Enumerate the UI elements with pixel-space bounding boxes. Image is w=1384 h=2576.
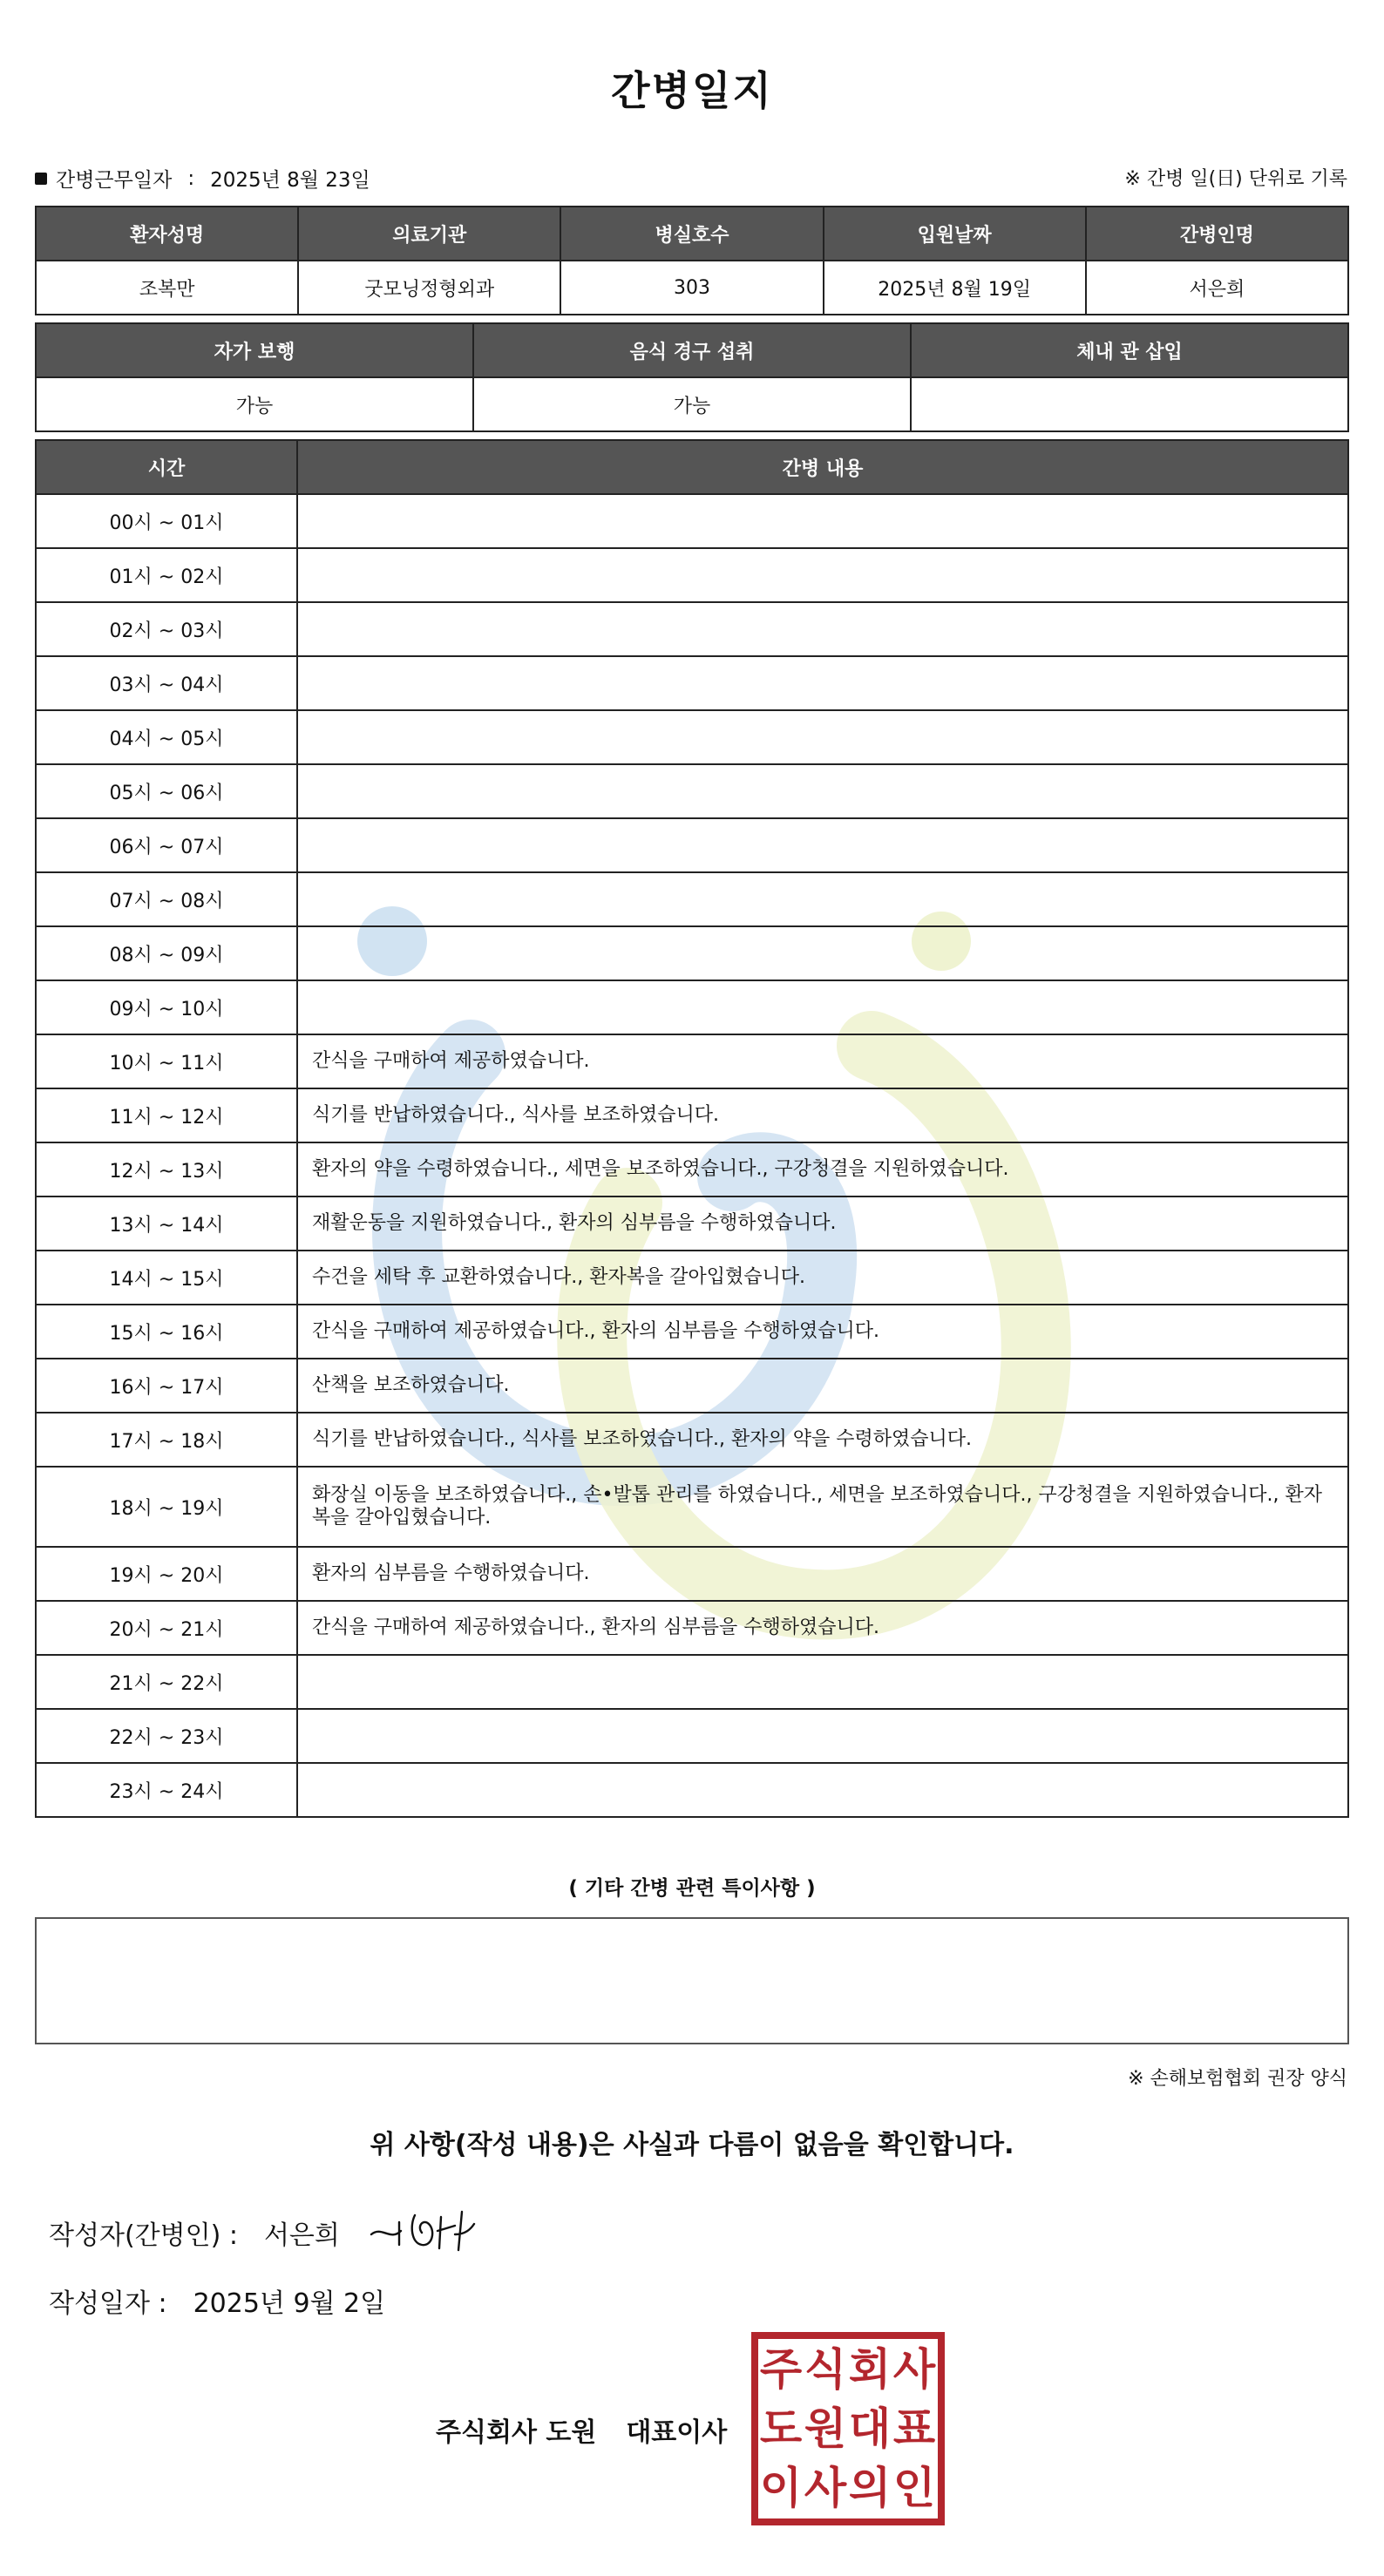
log-time-cell: 21시 ~ 22시 [36, 1655, 297, 1709]
log-time-cell: 10시 ~ 11시 [36, 1034, 297, 1088]
seal-character: 대 [848, 2403, 892, 2454]
log-content-cell: 산책을 보조하였습니다. [297, 1359, 1348, 1413]
log-row [36, 1196, 1348, 1251]
log-content-cell: 간식을 구매하여 제공하였습니다. [297, 1034, 1348, 1088]
header-tube-insertion: 체내 관 삽입 [911, 323, 1348, 377]
patient-info-table [35, 206, 1349, 315]
value-hospital: 굿모닝정형외과 [298, 261, 560, 315]
seal-character: 도 [759, 2403, 803, 2454]
log-row [36, 494, 1348, 548]
log-content-cell: 재활운동을 지원하였습니다., 환자의 심부름을 수행하였습니다. [297, 1196, 1348, 1251]
header-self-walking: 자가 보행 [36, 323, 473, 377]
association-form-note: ※ 손해보험협회 권장 양식 [1128, 2068, 1347, 2090]
log-time-cell: 19시 ~ 20시 [36, 1547, 297, 1601]
log-time-cell: 13시 ~ 14시 [36, 1196, 297, 1251]
log-row [36, 818, 1348, 872]
written-date-value: 2025년 9월 2일 [193, 2288, 386, 2319]
log-content-cell: 화장실 이동을 보조하였습니다., 손•발톱 관리를 하였습니다., 세면을 보조하였습니다., 구강청결을 지원하였습니다., 환자복을 갈아입혔습니다. [297, 1467, 1348, 1547]
log-row [36, 1709, 1348, 1763]
log-row [36, 1088, 1348, 1142]
seal-character: 식 [804, 2344, 847, 2395]
writer-name: 서은희 [263, 2220, 340, 2251]
writer-row [49, 2213, 340, 2252]
log-row [36, 1763, 1348, 1817]
log-time-cell: 00시 ~ 01시 [36, 494, 297, 548]
log-row [36, 1601, 1348, 1655]
seal-character: 주 [759, 2344, 803, 2395]
header-admission-date: 입원날짜 [824, 207, 1086, 261]
log-body [36, 494, 1348, 1817]
value-tube-insertion [911, 377, 1348, 431]
company-seal-stamp [750, 2330, 946, 2527]
log-content-cell [297, 494, 1348, 548]
value-oral-intake: 가능 [473, 377, 911, 431]
bullet-square-icon [35, 173, 47, 185]
notes-box [35, 1917, 1349, 2044]
log-content-cell [297, 710, 1348, 764]
log-content-cell: 식기를 반납하였습니다., 식사를 보조하였습니다. [297, 1088, 1348, 1142]
seal-character: 회 [848, 2344, 892, 2395]
log-header-row [36, 440, 1348, 494]
seal-character: 원 [804, 2403, 847, 2454]
log-row [36, 1467, 1348, 1547]
log-row [36, 872, 1348, 926]
log-time-cell: 15시 ~ 16시 [36, 1305, 297, 1359]
log-content-cell [297, 656, 1348, 710]
value-room-number: 303 [560, 261, 823, 315]
log-content-cell: 환자의 심부름을 수행하였습니다. [297, 1547, 1348, 1601]
value-caregiver-name: 서은희 [1086, 261, 1348, 315]
seal-character: 인 [892, 2463, 936, 2513]
writer-label: 작성자(간병인) : [49, 2220, 238, 2251]
seal-character: 사 [804, 2463, 847, 2513]
document-title: 간병일지 [611, 67, 773, 114]
log-row [36, 1413, 1348, 1467]
header-patient-name: 환자성명 [36, 207, 298, 261]
log-time-cell: 06시 ~ 07시 [36, 818, 297, 872]
seal-character: 의 [848, 2463, 892, 2513]
company-signature-line [436, 2410, 727, 2449]
log-content-cell [297, 1763, 1348, 1817]
log-time-cell: 23시 ~ 24시 [36, 1763, 297, 1817]
header-time: 시간 [36, 440, 297, 494]
log-content-cell [297, 980, 1348, 1034]
log-time-cell: 20시 ~ 21시 [36, 1601, 297, 1655]
log-time-cell: 04시 ~ 05시 [36, 710, 297, 764]
log-row [36, 764, 1348, 818]
value-admission-date: 2025년 8월 19일 [824, 261, 1086, 315]
log-time-cell: 12시 ~ 13시 [36, 1142, 297, 1196]
log-time-cell: 17시 ~ 18시 [36, 1413, 297, 1467]
log-time-cell: 05시 ~ 06시 [36, 764, 297, 818]
log-row [36, 1359, 1348, 1413]
log-row [36, 656, 1348, 710]
log-content-cell [297, 548, 1348, 602]
log-time-cell: 09시 ~ 10시 [36, 980, 297, 1034]
log-time-cell: 03시 ~ 04시 [36, 656, 297, 710]
log-content-cell: 간식을 구매하여 제공하였습니다., 환자의 심부름을 수행하였습니다. [297, 1305, 1348, 1359]
value-self-walking: 가능 [36, 377, 473, 431]
log-content-cell [297, 872, 1348, 926]
written-date-row [49, 2281, 385, 2320]
header-oral-intake: 음식 경구 섭취 [473, 323, 911, 377]
care-date-label: 간병근무일자 [56, 169, 173, 192]
log-content-cell [297, 926, 1348, 980]
log-time-cell: 22시 ~ 23시 [36, 1709, 297, 1763]
log-content-cell [297, 1655, 1348, 1709]
log-row [36, 602, 1348, 656]
confirmation-statement: 위 사항(작성 내용)은 사실과 다름이 없음을 확인합니다. [370, 2130, 1014, 2160]
status-header-row [36, 323, 1348, 377]
log-content-cell [297, 818, 1348, 872]
value-patient-name: 조복만 [36, 261, 298, 315]
log-time-cell: 14시 ~ 15시 [36, 1251, 297, 1305]
log-row [36, 710, 1348, 764]
care-date-row [35, 164, 370, 193]
patient-info-value-row [36, 261, 1348, 315]
header-room-number: 병실호수 [560, 207, 823, 261]
notes-title: ( 기타 간병 관련 특이사항 ) [568, 1877, 816, 1900]
seal-character: 이 [759, 2463, 803, 2513]
log-row [36, 980, 1348, 1034]
handwritten-signature [364, 2200, 495, 2261]
status-value-row [36, 377, 1348, 431]
log-content-cell [297, 1709, 1348, 1763]
log-content-cell: 환자의 약을 수령하였습니다., 세면을 보조하였습니다., 구강청결을 지원하였습니다. [297, 1142, 1348, 1196]
log-content-cell: 간식을 구매하여 제공하였습니다., 환자의 심부름을 수행하였습니다. [297, 1601, 1348, 1655]
log-time-cell: 07시 ~ 08시 [36, 872, 297, 926]
log-time-cell: 18시 ~ 19시 [36, 1467, 297, 1547]
log-time-cell: 01시 ~ 02시 [36, 548, 297, 602]
log-row [36, 926, 1348, 980]
log-row [36, 1251, 1348, 1305]
record-unit-note: ※ 간병 일(日) 단위로 기록 [1124, 168, 1347, 190]
hourly-care-log-table [35, 439, 1349, 1818]
log-time-cell: 02시 ~ 03시 [36, 602, 297, 656]
patient-info-header-row [36, 207, 1348, 261]
header-care-content: 간병 내용 [297, 440, 1348, 494]
log-row [36, 1305, 1348, 1359]
company-name: 주식회사 도원 [436, 2417, 597, 2448]
log-time-cell: 16시 ~ 17시 [36, 1359, 297, 1413]
written-date-label: 작성일자 : [49, 2288, 167, 2319]
log-time-cell: 11시 ~ 12시 [36, 1088, 297, 1142]
log-content-cell: 식기를 반납하였습니다., 식사를 보조하였습니다., 환자의 약을 수령하였습니다. [297, 1413, 1348, 1467]
header-hospital: 의료기관 [298, 207, 560, 261]
seal-characters [760, 2344, 936, 2513]
header-caregiver-name: 간병인명 [1086, 207, 1348, 261]
log-content-cell [297, 602, 1348, 656]
care-date-value: 2025년 8월 23일 [210, 169, 370, 192]
log-row [36, 1547, 1348, 1601]
log-content-cell [297, 764, 1348, 818]
seal-character: 사 [892, 2344, 936, 2395]
log-row [36, 1142, 1348, 1196]
seal-character: 표 [892, 2403, 936, 2454]
patient-status-table [35, 322, 1349, 432]
log-time-cell: 08시 ~ 09시 [36, 926, 297, 980]
company-representative-title: 대표이사 [626, 2417, 728, 2448]
log-content-cell: 수건을 세탁 후 교환하였습니다., 환자복을 갈아입혔습니다. [297, 1251, 1348, 1305]
log-row [36, 548, 1348, 602]
care-date-separator: : [187, 166, 195, 190]
log-row [36, 1655, 1348, 1709]
log-row [36, 1034, 1348, 1088]
